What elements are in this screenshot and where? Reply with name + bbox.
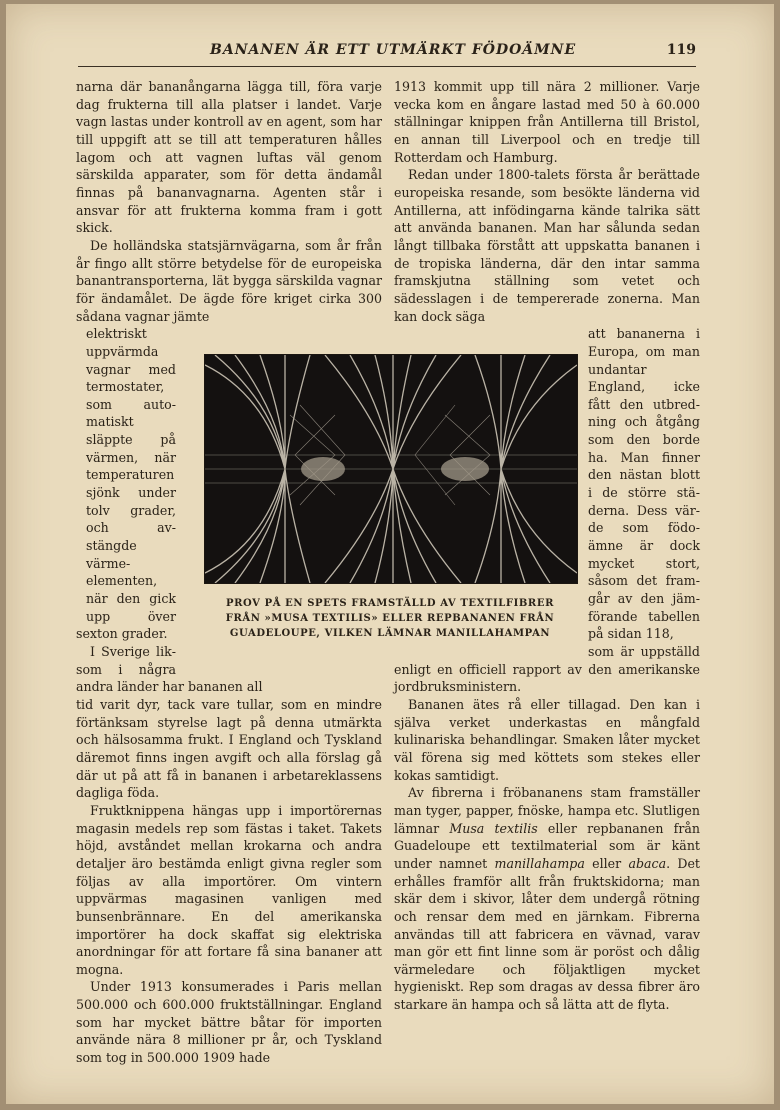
right-paragraph-1: 1913 kommit upp till nära 2 millioner. Varje vecka kom en ångare lastad med 50 à 60.000 ställningar knippen från Antillerna till Bristol, en annan till Liverpool och en tredje till Rotterdam och Hamburg. — [394, 79, 700, 165]
page-header — [78, 42, 696, 67]
running-title: BANANEN ÄR ETT UTMÄRKT FÖDOÄMNE — [210, 42, 577, 58]
italic-term: abaca — [628, 855, 667, 871]
book-page — [6, 4, 774, 1104]
left-paragraph-2: De holländska statsjärnvägarna, som år från år fingo allt större betydelse för de europeiska banantransporterna, lät bygga särskilda vagnar för ändamålet. De ägde före kriget cirka 300 sådana vagnar jämte — [76, 237, 382, 324]
left-paragraph-2-wrap: elektriskt uppvärmda vagnar med termostater, som automatiskt släppte på värmen, när temperaturen sjönk under tolv grader, och avstängde värmeelementen, när den gick upp över sexton grader. — [76, 326, 176, 642]
text-run: Av fibrerna i fröbananens stam framställer man tyger, papper, fnöske, hampa etc. Slutligen lämnar — [394, 785, 700, 836]
caption-line: FRÅN »MUSA TEXTILIS» ELLER REPBANANEN FRÅN — [225, 613, 555, 624]
right-paragraph-2-rest: som är uppställd enligt en officiell rapport av den amerikanske jordbruksministern. — [394, 644, 700, 695]
caption-line: GUADELOUPE, VILKEN LÄMNAR MANILLAHAMPAN — [229, 628, 551, 639]
text-run: eller repbananen från Guadeloupe ett textilmaterial som är känt under namnet — [394, 820, 700, 871]
caption-line: PROV PÅ EN SPETS FRAMSTÄLLD AV TEXTILFIBRER — [226, 598, 554, 609]
left-paragraph-3-wrap: I Sverige liksom i några andra länder har bananen all — [76, 644, 263, 695]
right-paragraph-4 — [394, 784, 700, 1014]
left-paragraph-5: Under 1913 konsumerades i Paris mellan 500.000 och 600.000 fruktställningar. England som har mycket bättre båtar för importen använde nära 8 millioner pr år, och Tyskland som tog in 500.000 1909 hade — [76, 979, 382, 1066]
figure-caption — [196, 596, 584, 641]
lace-pattern-image — [205, 355, 577, 583]
lace-photograph — [204, 354, 578, 584]
text-run: eller — [584, 855, 629, 871]
italic-term: Musa textilis — [449, 820, 538, 836]
text-run: . Det erhålles framför allt från fruktskidorna; man skär dem i skivor, låter dem undergå rötning och rensar dem med en järnkam. Fibrerna användas till att fabricera en vävnad, varav man gör ett fint linne som är poröst och dålig värmeledare och följaktligen mycket hygieniskt. Rep som dragas av dessa fibrer äro starkare än hampa och så lätta att de flyta. — [394, 855, 700, 1013]
left-paragraph-4: Fruktknippena hängas upp i importörernas magasin medels rep som fästas i taket. Takets höjd, avståndet mellan krokarna och andra detaljer äro bestämda enligt givna regler som följas av alla importörer. Om vintern uppvärmas magasinen vanligen med bunsenbrännare. En del amerikanska importörer ha dock skaffat sig elektriska anordningar för att fortare få sina bananer att mogna. — [76, 802, 382, 977]
right-paragraph-3: Bananen ätes rå eller tillagad. Den kan i själva verket underkastas en mångfald kulinariska behandlingar. Smaken låter mycket väl förena sig med köttets som stekes eller kokas samtidigt. — [394, 696, 700, 783]
right-paragraph-2-wrap: att bananerna i Europa, om man undantar England, icke fått den utbredning och åtgång som den borde ha. Man finner den nästan blott i de större städerna. Dess värde som födoämne är dock mycket stort, såsom det framgår av den jämförande tabellen på sidan 118, — [588, 326, 700, 642]
left-paragraph-3: tid varit dyr, tack vare tullar, som en mindre förtänksam styrelse lagt på denna utmärkta och hälsosamma frukt. I England och Tyskland däremot finns ingen avgift och alla förslag gå där ut på att få in bananen i arbetareklassens dagliga föda. — [76, 696, 382, 801]
page-number: 119 — [666, 42, 696, 58]
right-paragraph-2: Redan under 1800-talets första år berättade europeiska resande, som besökte länderna vid Antillerna, att infödingarna kände talrika sätt att använda bananen. Man har sålunda sedan långt tillbaka förstått att uppskatta bananen i de tropiska länderna, där den intar samma framskjutna ställning som vetet och sädesslagen i de tempererade zonerna. Man kan dock säga — [394, 167, 700, 324]
italic-term: manillahampa — [494, 855, 585, 871]
left-paragraph-1: narna där bananångarna lägga till, föra varje dag frukterna till alla platser i landet. Varje vagn lastas under kontroll av en agent, som har till uppgift att se till att temperaturen hålles lagom och att vagnen luftas väl genom särskilda apparater, som för detta ändamål finnas på bananvagnarna. Agenten står i ansvar för att frukterna komma fram i gott skick. — [76, 79, 382, 236]
